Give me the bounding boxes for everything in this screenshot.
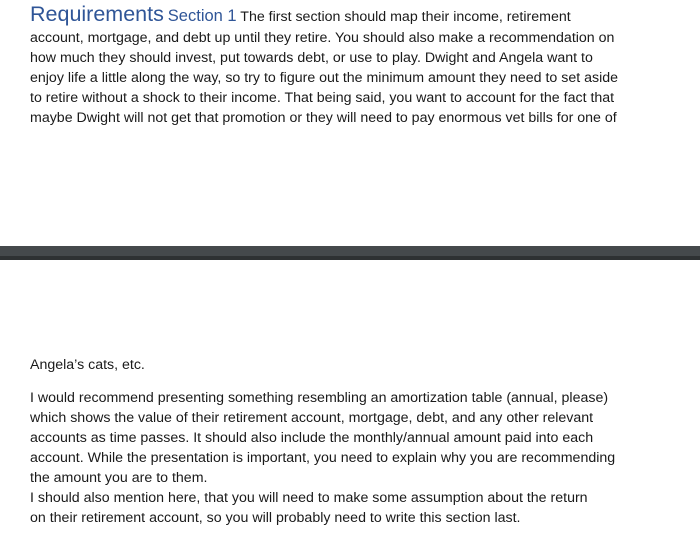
subheading-section-1: Section 1 [167,7,237,25]
paragraph-line: enjoy life a little along the way, so try to figure out the minimum amount they need to set aside [30,70,619,86]
paragraph-line: maybe Dwight will not get that promotion or they will need to pay enormous vet bills for one of [30,110,617,126]
paragraph-line: accounts as time passes. It should also include the monthly/annual amount paid into each [30,430,594,446]
heading-requirements: Requirements [30,2,164,26]
continued-paragraph [30,355,650,375]
paragraph-line: Angela’s cats, etc. [30,357,145,373]
paragraph-line: account, mortgage, and debt up until they retire. You should also make a recommendation on [30,30,615,46]
paragraph-line: how much they should invest, put towards debt, or use to play. Dwight and Angela want to [30,50,593,66]
document-page-2 [0,260,700,538]
recommendation-paragraph [30,388,650,528]
document-page-1 [0,0,700,246]
paragraph-line: which shows the value of their retirement account, mortgage, debt, and any other relevant [30,410,594,426]
paragraph-line: to retire without a shock to their income. That being said, you want to account for the fact that [30,90,615,106]
paragraph-line: account. While the presentation is important, you need to explain why you are recommending [30,450,616,466]
paragraph-line-text: The first section should map their income, retirement [240,9,571,25]
paragraph-line: the amount you are to them. [30,470,208,486]
paragraph-line: I would recommend presenting something resembling an amortization table (annual, please) [30,390,609,406]
paragraph-line: on their retirement account, so you will probably need to write this section last. [30,510,521,526]
requirements-paragraph [30,2,650,128]
paragraph-line [30,2,650,28]
paragraph-line: I should also mention here, that you will need to make some assumption about the return [30,490,588,506]
